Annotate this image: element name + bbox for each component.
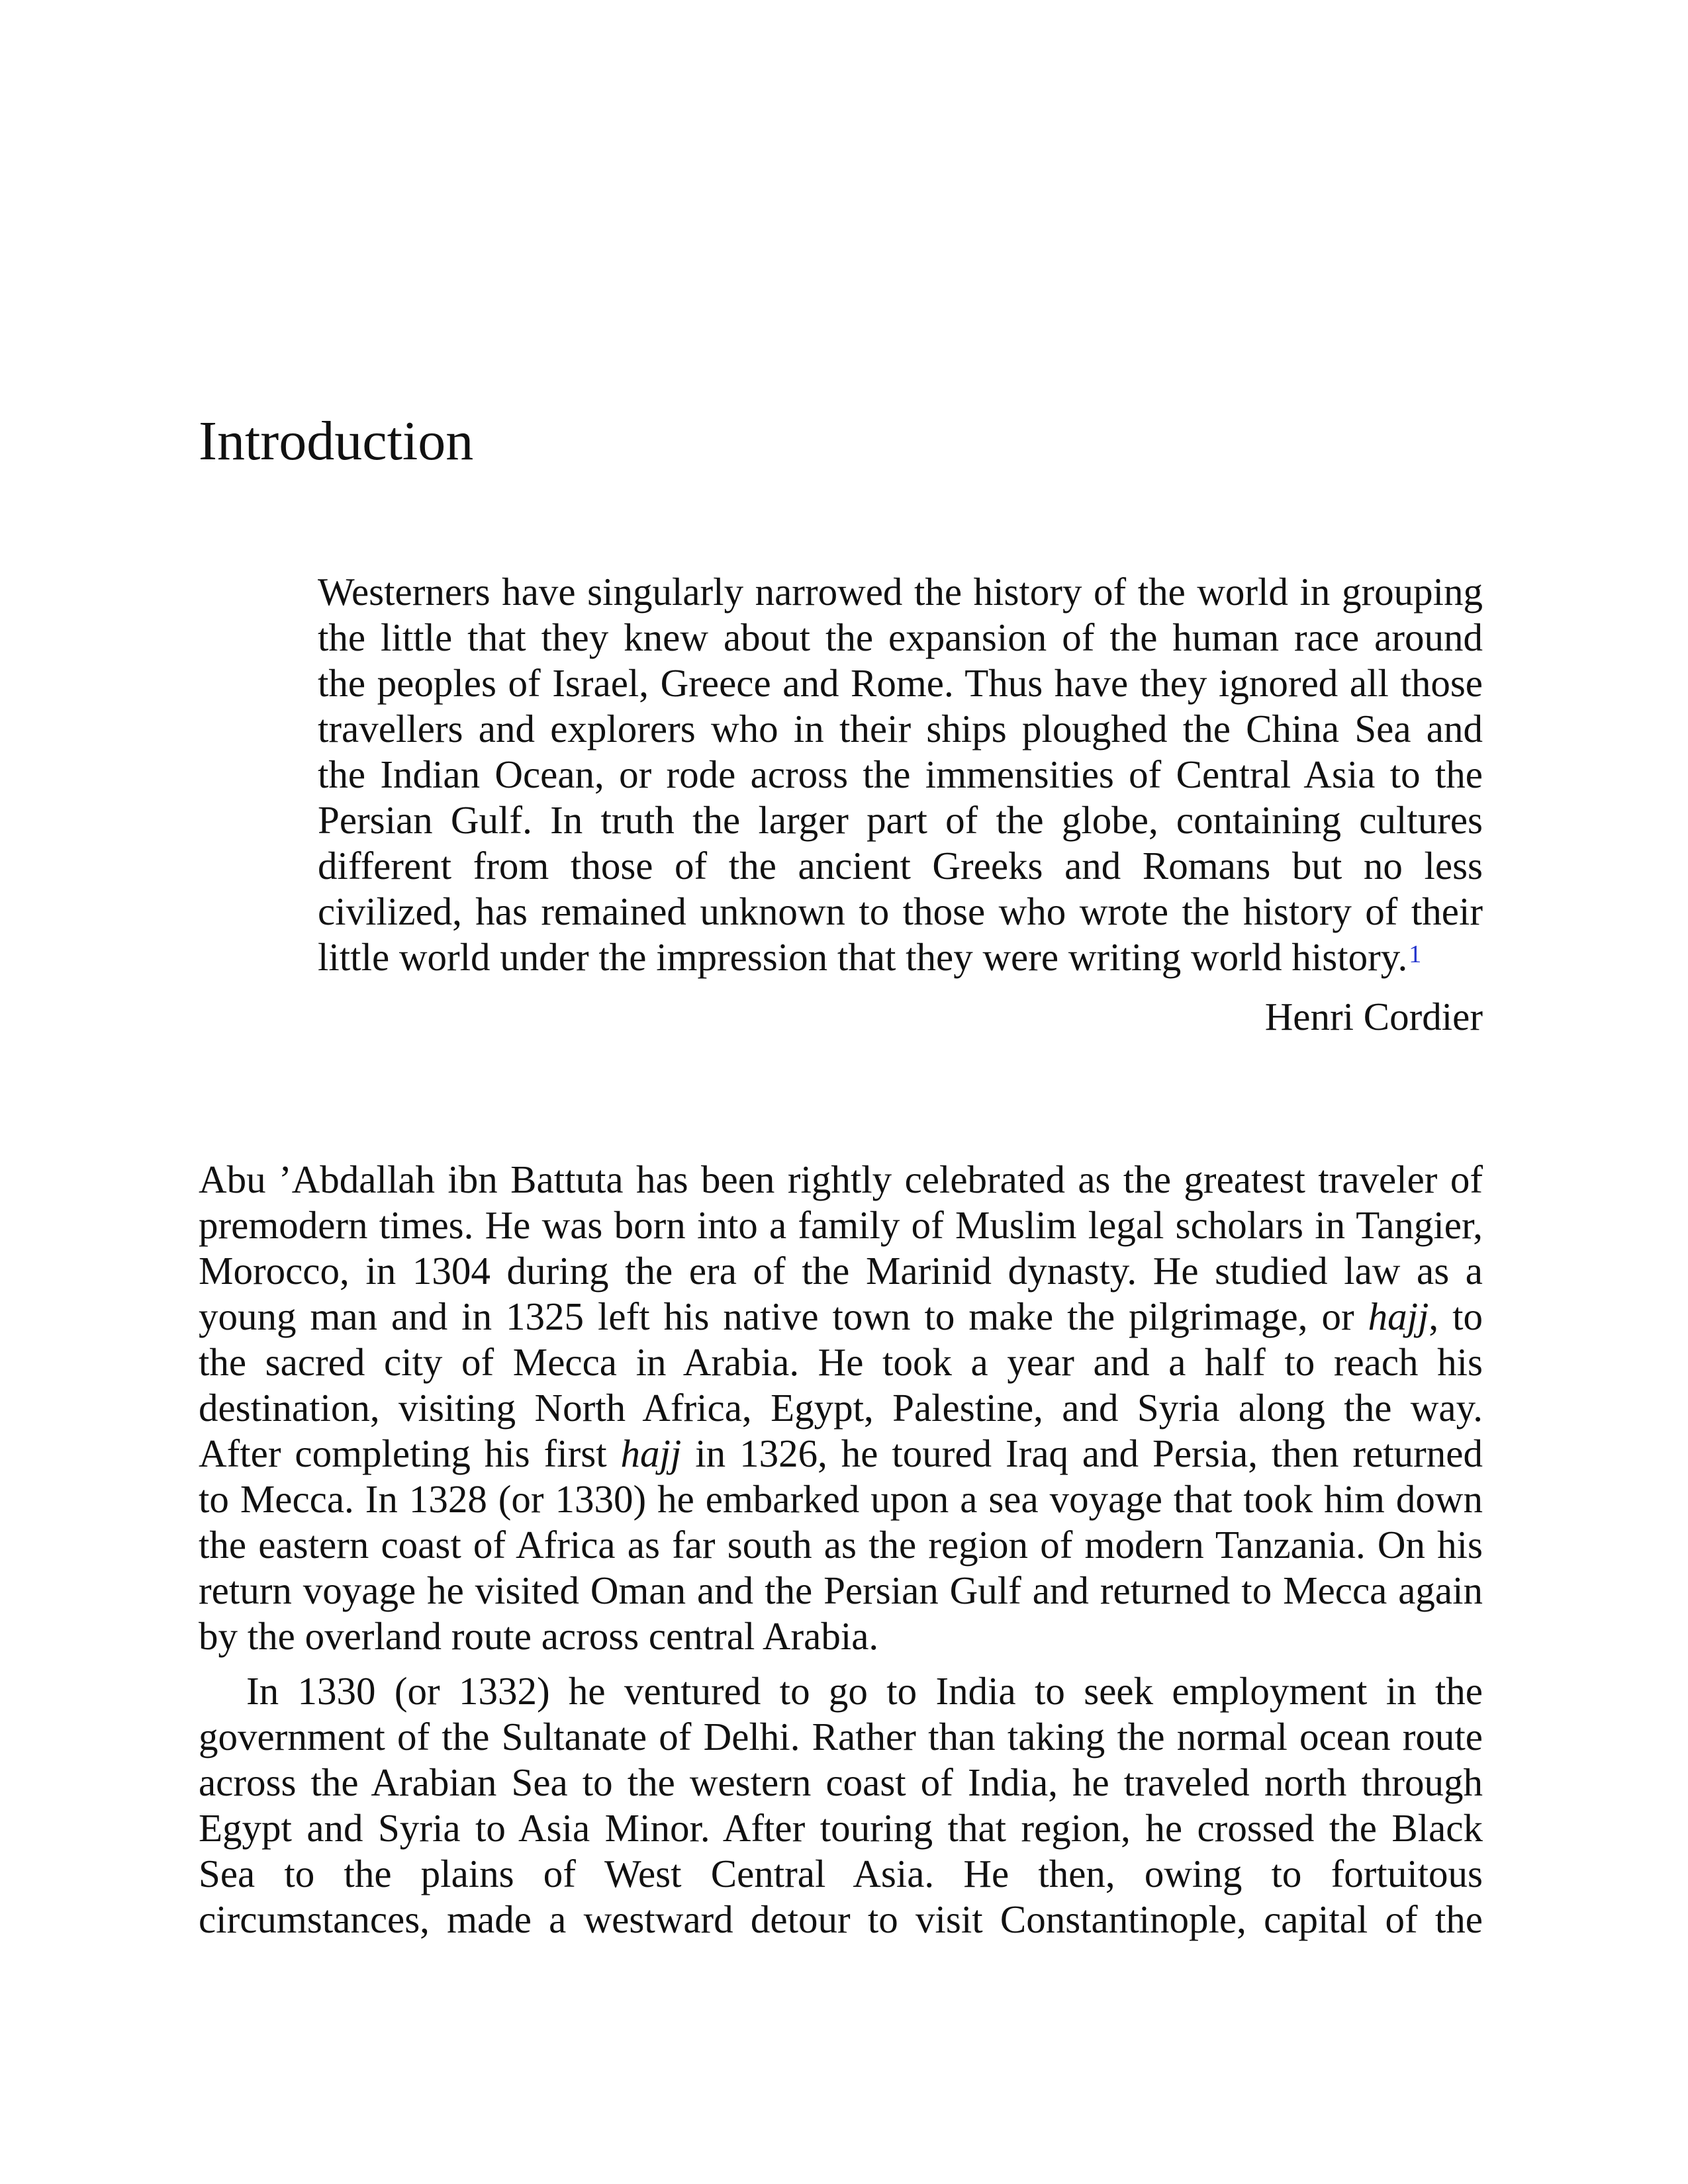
italic-term: hajj: [1368, 1295, 1429, 1338]
body-paragraph: [199, 1668, 1483, 1942]
epigraph-line: the little that they knew about the expansion of the human race around: [318, 615, 1483, 659]
text-line: government of the Sultanate of Delhi. Rather than taking the normal ocean route: [199, 1715, 1483, 1758]
text-line: Morocco, in 1304 during the era of the Marinid dynasty. He studied law as a: [199, 1249, 1483, 1293]
epigraph-last-line: [318, 934, 1483, 980]
epigraph-attribution: Henri Cordier: [1264, 995, 1483, 1038]
text-run: In 1330 (or 1332) he ventured to go to India to seek employment in the: [246, 1669, 1483, 1713]
text-line: return voyage he visited Oman and the Persian Gulf and returned to Mecca again: [199, 1569, 1483, 1612]
epigraph-line: civilized, has remained unknown to those who wrote the history of their: [318, 889, 1483, 933]
text-line: circumstances, made a westward detour to visit Constantinople, capital of the: [199, 1897, 1483, 1941]
text-run: After completing his first: [199, 1432, 621, 1475]
epigraph-line: different from those of the ancient Greeks and Romans but no less: [318, 844, 1483, 887]
text-line: the eastern coast of Africa as far south as the region of modern Tanzania. On his: [199, 1523, 1483, 1567]
epigraph-line: the Indian Ocean, or rode across the immensities of Central Asia to the: [318, 752, 1483, 796]
chapter-title: Introduction: [199, 410, 474, 472]
text-run: young man and in 1325 left his native town to make the pilgrimage, or: [199, 1295, 1368, 1338]
text-line: [199, 1294, 1483, 1340]
text-line: Egypt and Syria to Asia Minor. After touring that region, he crossed the Black: [199, 1806, 1483, 1850]
body-text: [199, 1157, 1483, 1942]
text-line: [199, 1668, 1483, 1714]
text-line: [199, 1431, 1483, 1477]
text-line: across the Arabian Sea to the western coast of India, he traveled north through: [199, 1760, 1483, 1804]
text-line: by the overland route across central Arabia.: [199, 1614, 879, 1658]
text-line: premodern times. He was born into a family of Muslim legal scholars in Tangier,: [199, 1203, 1483, 1247]
epigraph-line: little world under the impression that they were writing world history.: [318, 935, 1408, 979]
footnote-reference-link[interactable]: 1: [1409, 940, 1422, 968]
text-run: , to: [1429, 1295, 1483, 1338]
epigraph-line: travellers and explorers who in their ships ploughed the China Sea and: [318, 707, 1483, 751]
text-run: in 1326, he toured Iraq and Persia, then returned: [681, 1432, 1483, 1475]
epigraph-line: the peoples of Israel, Greece and Rome. Thus have they ignored all those: [318, 661, 1483, 705]
italic-term: hajj: [620, 1432, 682, 1475]
body-paragraph: [199, 1157, 1483, 1659]
text-line: destination, visiting North Africa, Egypt, Palestine, and Syria along the way.: [199, 1386, 1483, 1430]
epigraph-line: Persian Gulf. In truth the larger part of the globe, containing cultures: [318, 798, 1483, 842]
text-line: to Mecca. In 1328 (or 1330) he embarked upon a sea voyage that took him down: [199, 1477, 1483, 1521]
epigraph-quote: [318, 569, 1483, 980]
text-line: the sacred city of Mecca in Arabia. He took a year and a half to reach his: [199, 1340, 1483, 1384]
text-line: Abu ’Abdallah ibn Battuta has been rightly celebrated as the greatest traveler of: [199, 1158, 1483, 1201]
text-line: Sea to the plains of West Central Asia. He then, owing to fortuitous: [199, 1852, 1483, 1895]
epigraph-line: Westerners have singularly narrowed the history of the world in grouping: [318, 570, 1483, 614]
